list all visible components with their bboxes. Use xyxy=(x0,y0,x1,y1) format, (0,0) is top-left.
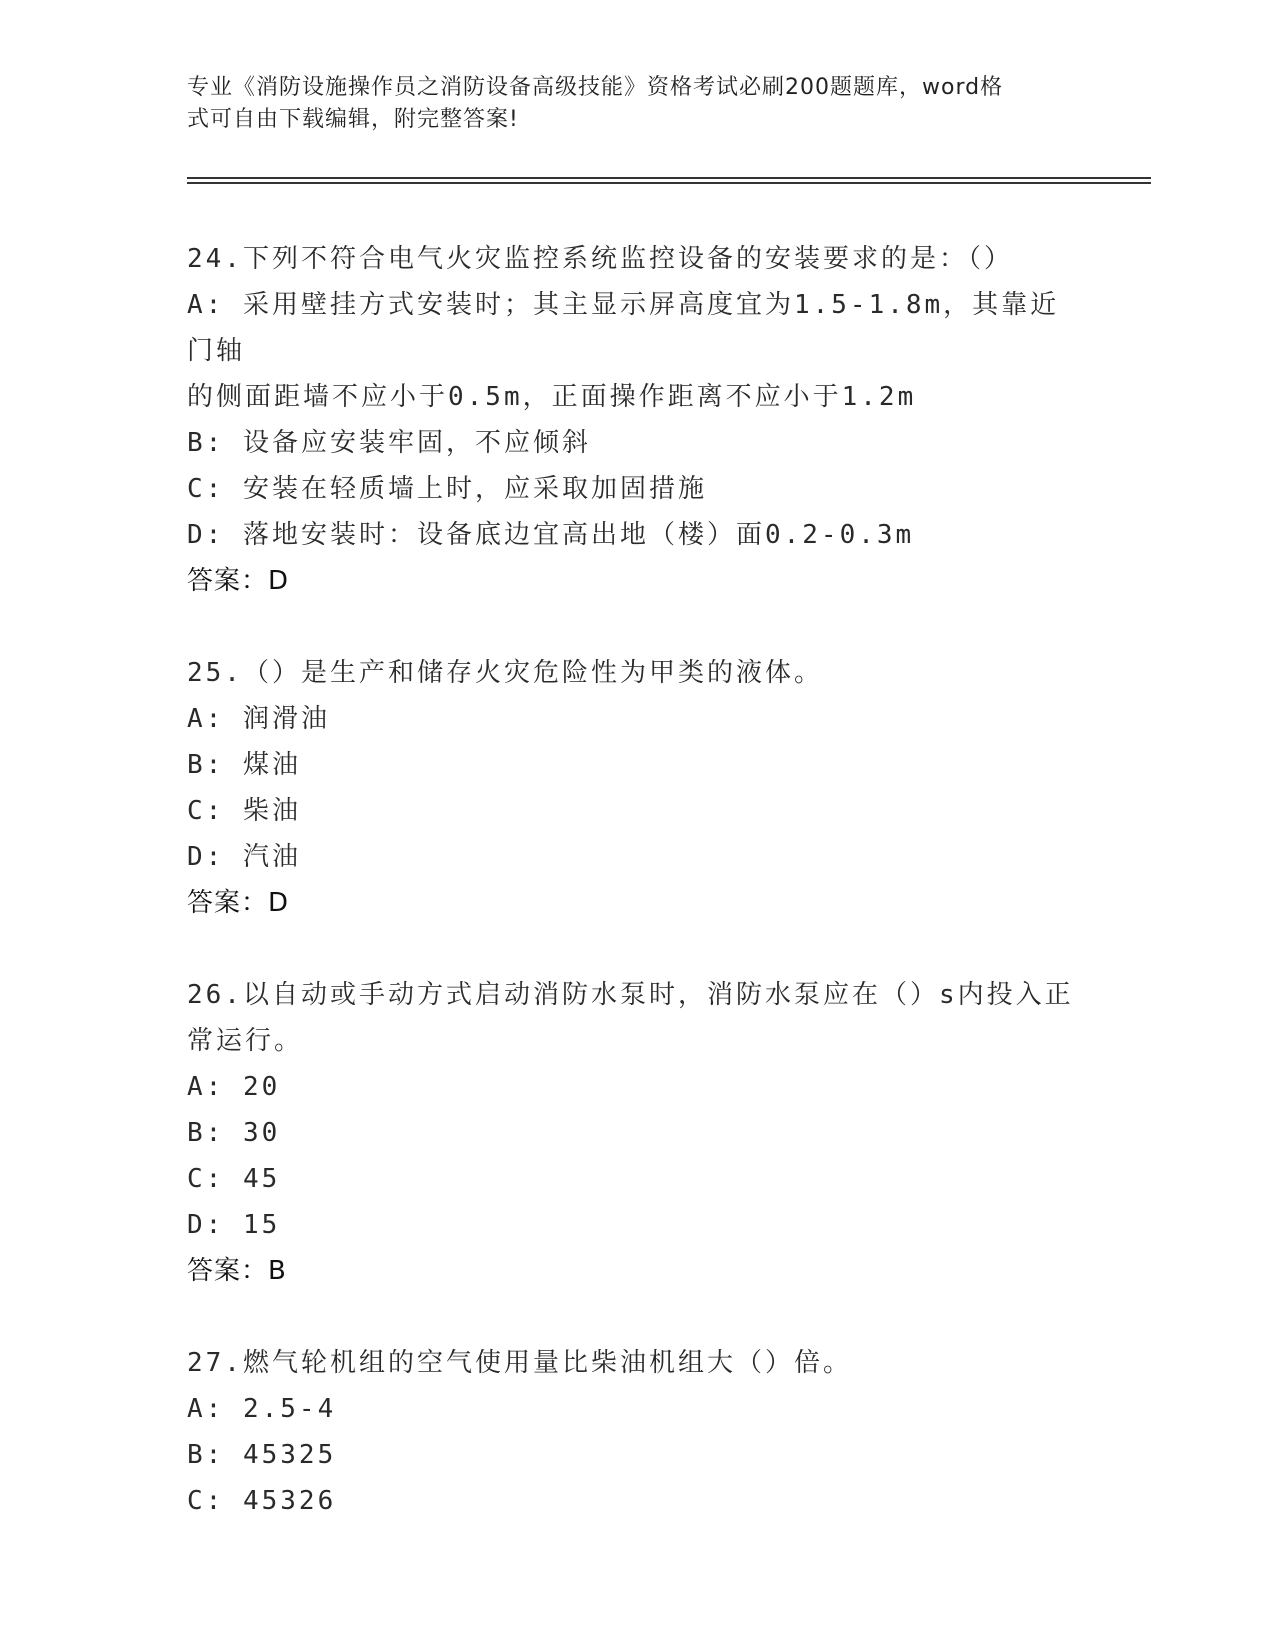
header-line-1: 专业《消防设施操作员之消防设备高级技能》资格考试必刷200题题库，word格 xyxy=(187,75,1004,100)
option-c: C: 45 xyxy=(187,1164,281,1194)
question-25 xyxy=(187,650,1087,926)
option-b: B: 设备应安装牢固，不应倾斜 xyxy=(187,428,591,458)
header-divider-bottom xyxy=(187,182,1151,184)
question-stem: 27.燃气轮机组的空气使用量比柴油机组大（）倍。 xyxy=(187,1348,852,1378)
question-26 xyxy=(187,972,1087,1294)
option-d: D: 落地安装时：设备底边宜高出地（楼）面0.2-0.3m xyxy=(187,520,915,550)
question-stem-continued: 常运行。 xyxy=(187,1026,304,1056)
header-divider-top xyxy=(187,177,1151,179)
question-stem: 24.下列不符合电气火灾监控系统监控设备的安装要求的是：（） xyxy=(187,244,1013,274)
document-header xyxy=(187,72,1067,136)
answer-label: 答案：D xyxy=(187,888,290,918)
option-a: A: 2.5-4 xyxy=(187,1394,337,1424)
option-c: C: 安装在轻质墙上时，应采取加固措施 xyxy=(187,474,707,504)
option-b: B: 45325 xyxy=(187,1440,337,1470)
question-stem: 26.以自动或手动方式启动消防水泵时，消防水泵应在（）s内投入正 xyxy=(187,980,1074,1010)
question-list xyxy=(187,236,1087,1570)
option-a: A: 20 xyxy=(187,1072,281,1102)
header-line-2: 式可自由下载编辑，附完整答案! xyxy=(187,107,519,132)
question-24 xyxy=(187,236,1087,604)
question-27 xyxy=(187,1340,1087,1524)
option-d: D: 15 xyxy=(187,1210,281,1240)
option-c: C: 45326 xyxy=(187,1486,337,1516)
option-a-continued: 的侧面距墙不应小于0.5m，正面操作距离不应小于1.2m xyxy=(187,382,917,412)
option-d: D: 汽油 xyxy=(187,842,301,872)
option-a: A: 采用壁挂方式安装时；其主显示屏高度宜为1.5-1.8m，其靠近门轴 xyxy=(187,290,1060,366)
answer-label: 答案：B xyxy=(187,1256,287,1286)
option-c: C: 柴油 xyxy=(187,796,301,826)
answer-label: 答案：D xyxy=(187,566,290,596)
question-stem: 25.（）是生产和储存火灾危险性为甲类的液体。 xyxy=(187,658,823,688)
option-b: B: 煤油 xyxy=(187,750,301,780)
option-a: A: 润滑油 xyxy=(187,704,330,734)
option-b: B: 30 xyxy=(187,1118,281,1148)
